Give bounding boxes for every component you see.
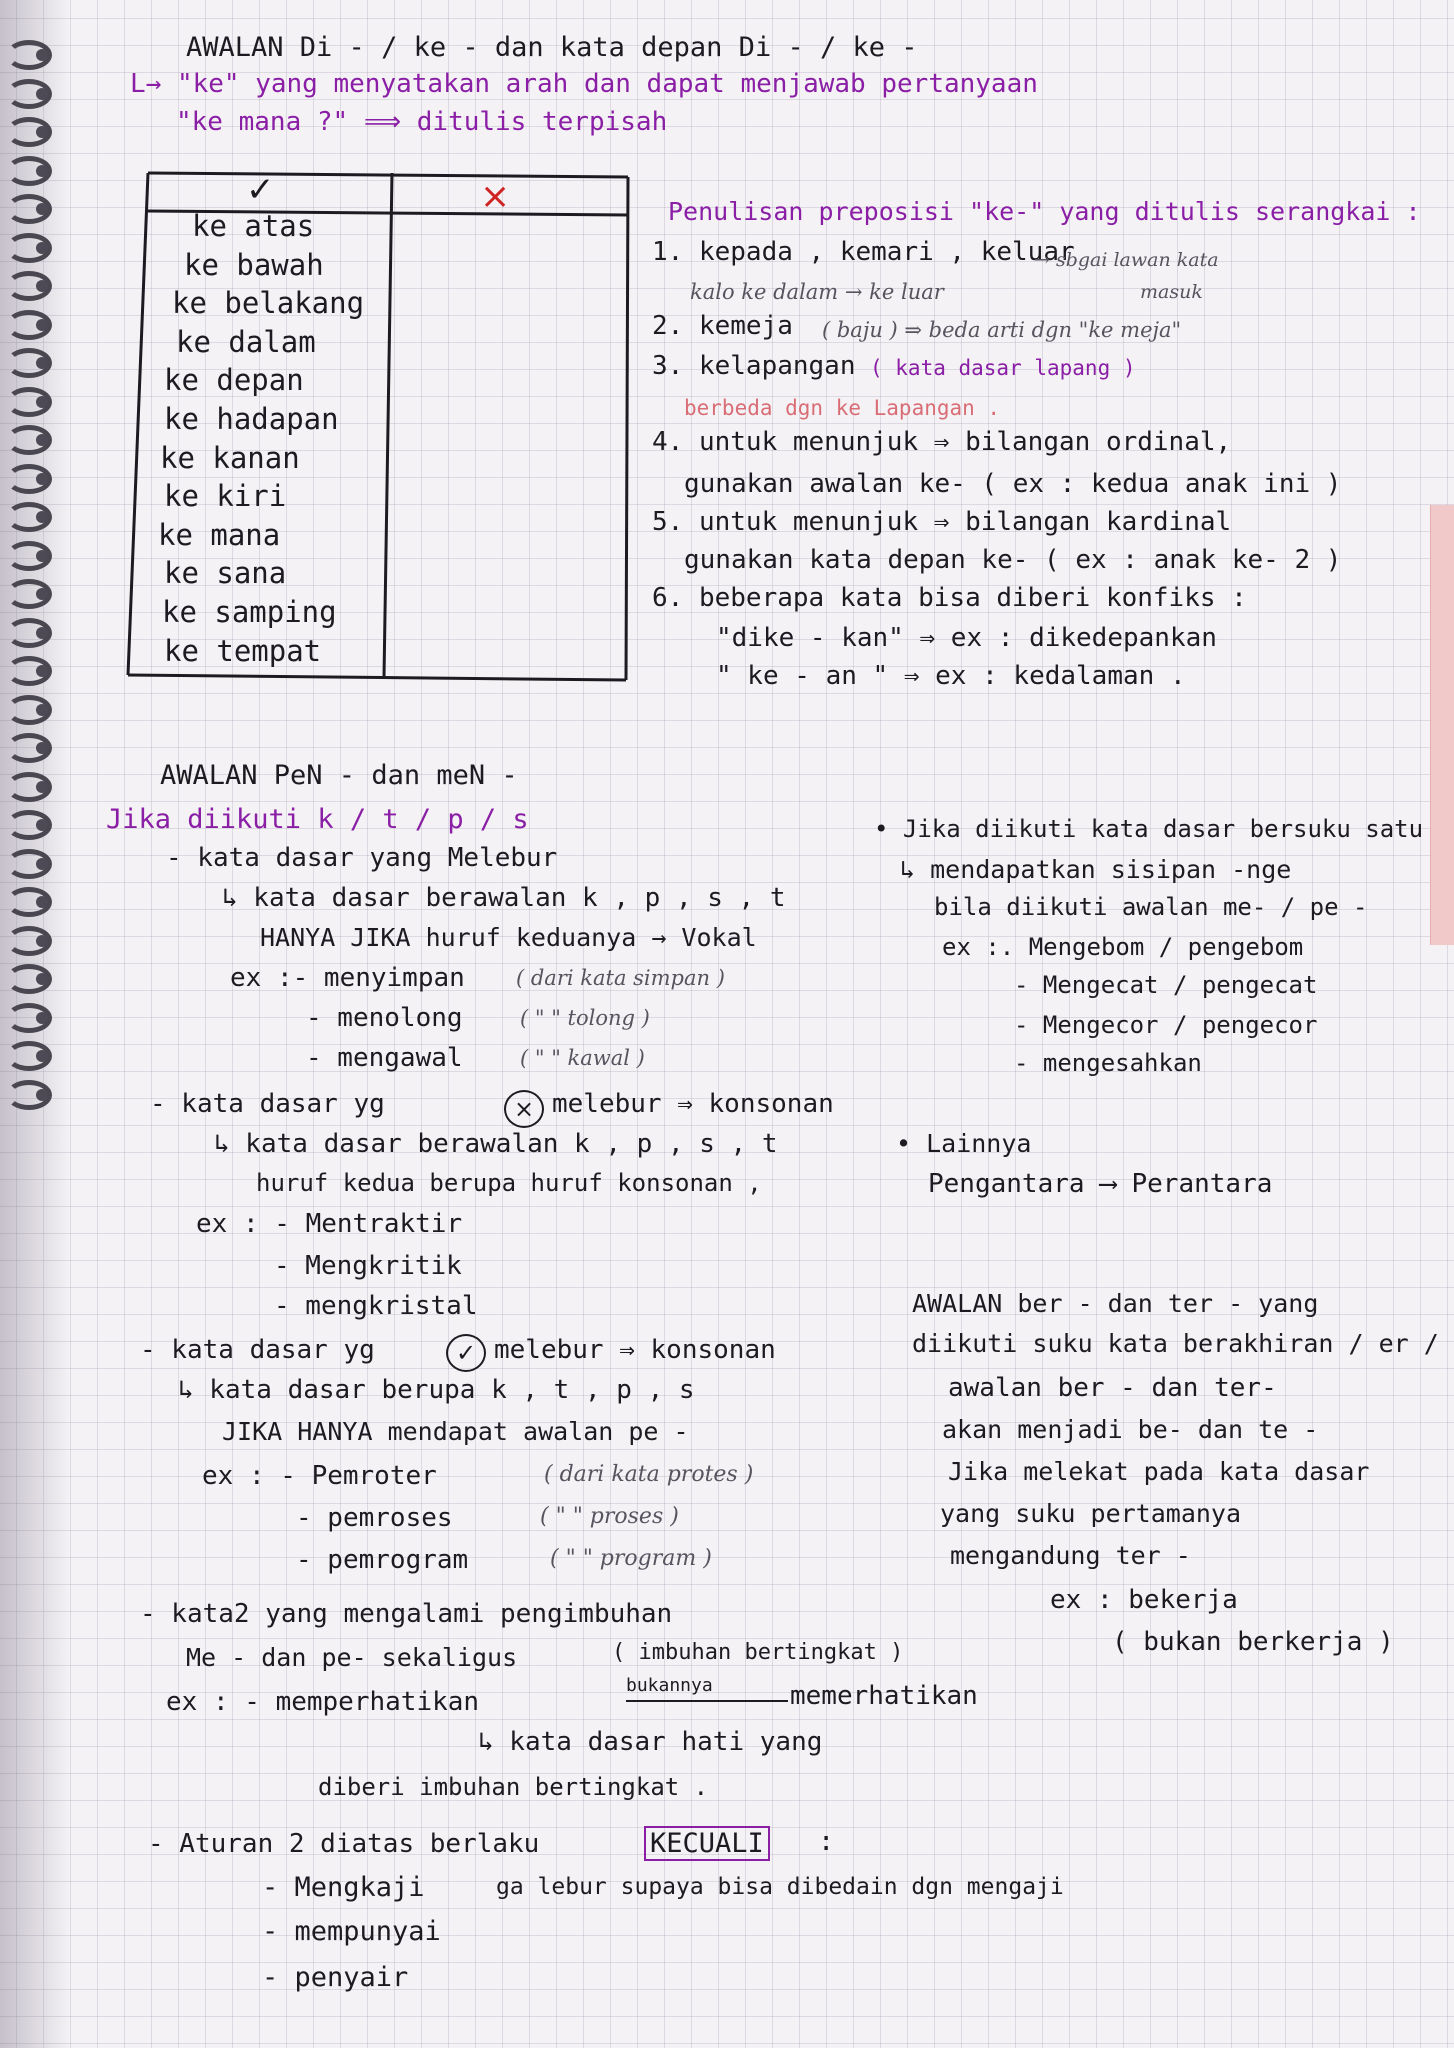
ber-ter-example: ex : bekerja	[1050, 1585, 1238, 1615]
rule-d-line-4: ↳ kata dasar hati yang	[478, 1727, 823, 1757]
check-icon: ✓	[246, 170, 275, 210]
binding-hole	[36, 627, 48, 639]
rule-c-example-3-note: ( " " program )	[550, 1546, 712, 1571]
binding-hole	[36, 896, 48, 908]
ber-ter-line-1: AWALAN ber - dan ter - yang	[912, 1289, 1319, 1318]
exception-colon: :	[818, 1826, 835, 1857]
exception-item-1: - Mengkaji	[262, 1872, 425, 1903]
binding-hole	[36, 973, 48, 985]
binding-hole	[36, 704, 48, 716]
right-example-2: - Mengecat / pengecat	[1014, 971, 1318, 999]
rule-a-line-2: ↳ kata dasar berawalan k , p , s , t	[222, 883, 786, 913]
exception-box: KECUALI	[644, 1826, 770, 1861]
binding-hole	[36, 242, 48, 254]
ber-ter-line-3: awalan ber - dan ter-	[948, 1373, 1277, 1403]
preposisi-item-6c: " ke - an " ⇒ ex : kedalaman .	[716, 661, 1186, 691]
rule-a-example-2-note: ( " " tolong )	[520, 1006, 650, 1030]
right-rule-line-1: • Jika diikuti kata dasar bersuku satu	[874, 815, 1424, 843]
preposisi-item-1-note: → sbgai lawan kata	[1034, 249, 1219, 271]
binding-hole	[36, 1089, 48, 1101]
section-title-pen-men: AWALAN PeN - dan meN -	[160, 760, 518, 791]
ber-ter-line-5: Jika melekat pada kata dasar	[948, 1457, 1370, 1486]
preposisi-item-5b: gunakan kata depan ke- ( ex : anak ke- 2 )	[684, 545, 1342, 575]
preposisi-item-2: 2. kemeja	[652, 311, 793, 341]
page-tab	[1430, 505, 1454, 945]
check-circle-icon: ✓	[446, 1334, 486, 1372]
condition-ktps: Jika diikuti k / t / p / s	[106, 804, 529, 835]
binding-hole	[36, 935, 48, 947]
table-row: ke belakang	[172, 286, 365, 321]
rule-b-line-1a: - kata dasar yg	[150, 1089, 385, 1119]
x-circle-icon: ×	[504, 1090, 544, 1128]
rule-c-example-2-note: ( " " proses )	[540, 1504, 679, 1529]
rule-a-line-1: - kata dasar yang Melebur	[166, 843, 558, 873]
rule-d-line-2-note: ( imbuhan bertingkat )	[612, 1640, 904, 1665]
rule-d-example: ex : - memperhatikan	[166, 1687, 480, 1717]
rule-b-line-3: huruf kedua berupa huruf konsonan ,	[256, 1169, 762, 1197]
rule-b-line-2: ↳ kata dasar berawalan k , p , s , t	[214, 1129, 778, 1159]
right-rule-line-3: bila diikuti awalan me- / pe -	[934, 893, 1368, 921]
table-row: ke atas	[192, 209, 315, 243]
rule-c-example-2: - pemroses	[296, 1503, 453, 1533]
binding-hole	[36, 588, 48, 600]
table-row: ke depan	[164, 363, 304, 398]
rule-d-line-2: Me - dan pe- sekaligus	[186, 1643, 518, 1672]
exception-item-1-note: ga lebur supaya bisa dibedain dgn mengaji	[496, 1874, 1064, 1900]
preposisi-item-5: 5. untuk menunjuk ⇒ bilangan kardinal	[652, 507, 1232, 537]
binding-hole	[36, 1050, 48, 1062]
binding-hole	[36, 511, 48, 523]
binding-hole	[36, 280, 48, 292]
binding-hole	[36, 203, 48, 215]
rule-d-arrow-label: bukannya	[626, 1675, 713, 1696]
rule-d-line-5: diberi imbuhan bertingkat .	[318, 1773, 709, 1801]
rule-c-line-1a: - kata dasar yg	[140, 1335, 375, 1365]
section-title-di-ke: AWALAN Di - / ke - dan kata depan Di - / ke -	[186, 32, 918, 63]
ber-ter-example-note: ( bukan berkerja )	[1112, 1627, 1394, 1657]
rule-d-example-correct: memerhatikan	[790, 1681, 978, 1711]
table-row: ke kanan	[160, 440, 300, 475]
rule-b-example-1: ex : - Mentraktir	[196, 1209, 463, 1239]
binding-hole	[36, 665, 48, 677]
preposisi-item-3-note: ( kata dasar lapang )	[870, 356, 1136, 380]
table-row: ke samping	[162, 595, 337, 629]
binding-hole	[36, 49, 48, 61]
right-example-3: - Mengecor / pengecor	[1014, 1011, 1318, 1039]
table-row: ke dalam	[176, 324, 316, 359]
binding-hole	[36, 473, 48, 485]
ke-note-line-1: L→ "ke" yang menyatakan arah dan dapat menjawab pertanyaan	[130, 69, 1038, 99]
binding-hole	[36, 819, 48, 831]
table-row: ke tempat	[164, 633, 322, 668]
rule-b-line-1b: melebur ⇒ konsonan	[552, 1089, 834, 1119]
binding-hole	[36, 858, 48, 870]
table-row: ke sana	[164, 556, 287, 591]
table-row: ke kiri	[164, 479, 287, 514]
preposisi-item-1: 1. kepada , kemari , keluar	[652, 237, 1075, 267]
binding-hole	[36, 357, 48, 369]
ber-ter-line-4: akan menjadi be- dan te -	[942, 1415, 1319, 1444]
exception-item-3: - penyair	[262, 1962, 409, 1993]
table-row: ke mana	[158, 517, 281, 552]
rule-d-line-1: - kata2 yang mengalami pengimbuhan	[140, 1599, 673, 1629]
table-row: ke bawah	[184, 247, 324, 282]
ber-ter-line-2: diikuti suku kata berakhiran / er /	[912, 1329, 1439, 1358]
preposisi-item-6b: "dike - kan" ⇒ ex : dikedepankan	[716, 623, 1217, 653]
rule-a-example-2: - menolong	[306, 1003, 463, 1033]
binding-hole	[36, 550, 48, 562]
rule-b-example-2: - Mengkritik	[274, 1251, 462, 1281]
binding-hole	[36, 742, 48, 754]
binding-hole	[36, 1012, 48, 1024]
preposisi-item-4b: gunakan awalan ke- ( ex : kedua anak ini )	[684, 469, 1342, 499]
rule-c-line-3: JIKA HANYA mendapat awalan pe -	[222, 1417, 689, 1446]
rule-a-line-3: HANYA JIKA huruf keduanya → Vokal	[260, 923, 757, 952]
binding-hole	[36, 126, 48, 138]
rule-c-example-1: ex : - Pemroter	[202, 1461, 437, 1491]
x-icon: ×	[480, 176, 511, 217]
right-lainnya-example: Pengantara ⟶ Perantara	[928, 1169, 1273, 1199]
rule-a-example-1-note: ( dari kata simpan )	[516, 966, 725, 990]
binding-hole	[36, 319, 48, 331]
binding-hole	[36, 434, 48, 446]
rule-c-line-1b: melebur ⇒ konsonan	[494, 1335, 776, 1365]
preposisi-item-6: 6. beberapa kata bisa diberi konfiks :	[652, 583, 1247, 613]
rule-b-example-3: - mengkristal	[274, 1291, 478, 1321]
binding-hole	[36, 396, 48, 408]
ber-ter-line-6: yang suku pertamanya	[940, 1499, 1242, 1528]
rule-a-example-3-note: ( " " kawal )	[520, 1046, 645, 1070]
right-example-4: - mengesahkan	[1014, 1049, 1202, 1077]
binding-hole	[36, 165, 48, 177]
rule-c-line-2: ↳ kata dasar berupa k , t , p , s	[178, 1375, 695, 1405]
ber-ter-line-7: mengandung ter -	[950, 1541, 1191, 1570]
ke-note-line-2: "ke mana ?" ⟹ ditulis terpisah	[176, 107, 668, 137]
preposisi-item-2-note: ( baju ) ⇒ beda arti dgn "ke meja"	[822, 318, 1182, 342]
rule-c-example-3: - pemrogram	[296, 1545, 469, 1575]
right-lainnya: • Lainnya	[896, 1129, 1032, 1158]
exception-line: - Aturan 2 diatas berlaku	[148, 1829, 540, 1859]
preposisi-item-3b: berbeda dgn ke Lapangan .	[684, 396, 1001, 420]
rule-a-example-3: - mengawal	[306, 1043, 463, 1073]
preposisi-heading: Penulisan preposisi "ke-" yang ditulis serangkai :	[668, 197, 1421, 226]
binding-hole	[36, 88, 48, 100]
binding-hole	[36, 781, 48, 793]
preposisi-item-4: 4. untuk menunjuk ⇒ bilangan ordinal,	[652, 427, 1232, 457]
table-row: ke hadapan	[164, 402, 339, 436]
preposisi-item-3: 3. kelapangan	[652, 351, 856, 381]
preposisi-item-1b-note: masuk	[1140, 281, 1203, 303]
rule-c-example-1-note: ( dari kata protes )	[544, 1462, 754, 1487]
right-example-1: ex :. Mengebom / pengebom	[942, 933, 1304, 961]
exception-item-2: - mempunyai	[262, 1916, 441, 1947]
right-rule-line-2: ↳ mendapatkan sisipan -nge	[900, 855, 1292, 884]
preposisi-item-1b: kalo ke dalam → ke luar	[690, 280, 944, 304]
arrow-line	[626, 1700, 788, 1702]
rule-a-example-1: ex :- menyimpan	[230, 963, 465, 993]
